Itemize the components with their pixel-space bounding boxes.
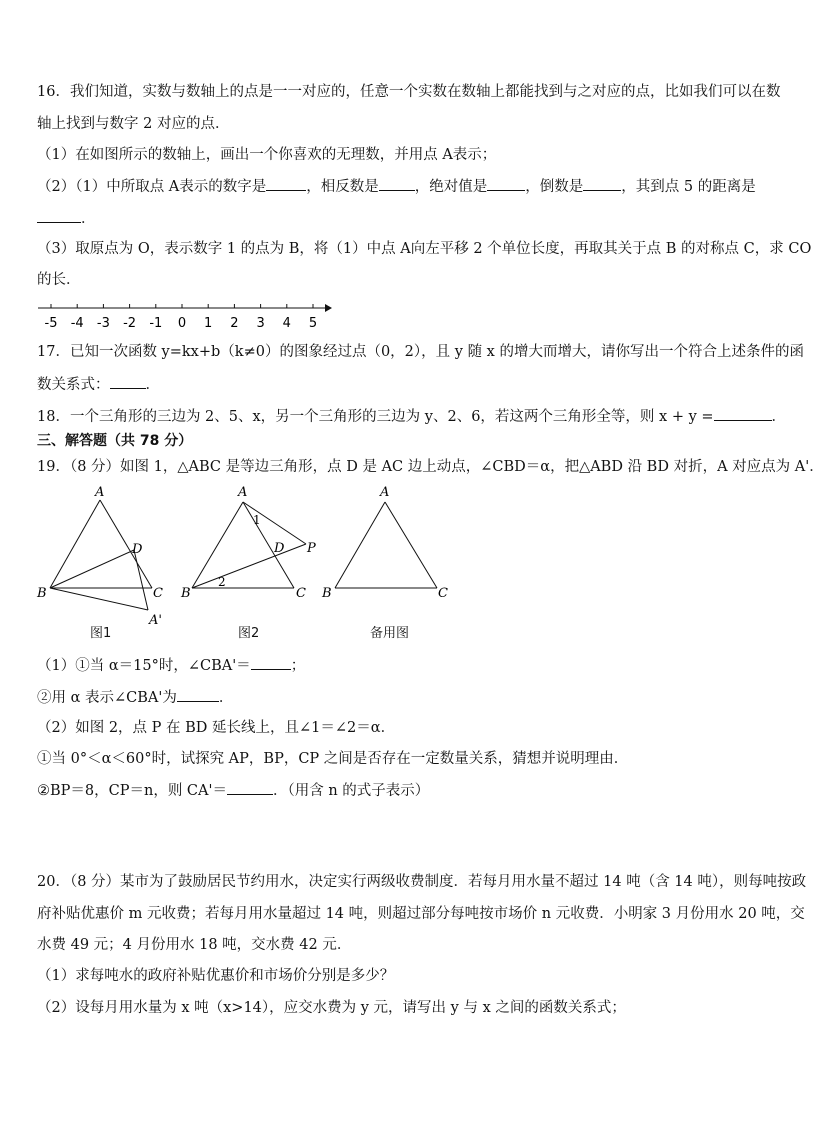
angle-2-label: 2 (218, 575, 226, 589)
q20-part-2: （2）设每月用水量为 x 吨（x>14），应交水费为 y 元，请写出 y 与 x 之间的函数关系式； (37, 1000, 626, 1016)
q19-part-1a (37, 655, 305, 676)
number-line-tick-label: 5 (308, 316, 318, 331)
q16-part-2-e: ，其到点 5 的距离是 (621, 179, 756, 195)
q20-part-1: （1）求每吨水的政府补贴优惠价和市场价分别是多少？ (37, 968, 395, 984)
q20-line-1: 20．（8 分）某市为了鼓励居民节约用水，决定实行两级收费制度．若每月用水量不超过 14 吨（含 14 吨），则每吨按政 (37, 874, 807, 890)
number-line-tick-label: -5 (44, 316, 58, 331)
q16-part-1: （1）在如图所示的数轴上，画出一个你喜欢的无理数，并用点 A表示； (37, 147, 497, 163)
label-B: B (181, 586, 191, 601)
answer-blank (487, 176, 525, 191)
number-line (30, 296, 340, 332)
answer-blank (379, 176, 415, 191)
caption-backup-figure: 备用图 (370, 626, 410, 641)
q18-line-1 (37, 406, 786, 427)
number-line-tick-label: 2 (230, 316, 239, 331)
number-line-tick-label: 1 (204, 316, 213, 331)
answer-blank (227, 780, 273, 795)
q16-part-3-end: 的长． (37, 272, 81, 288)
q20-line-2: 府补贴优惠价 m 元收费；若每月用水量超过 14 吨，则超过部分每吨按市场价 n 元收费．小明家 3 月份用水 20 吨，交 (37, 906, 805, 922)
q16-part-2 (37, 176, 756, 197)
label-C: C (296, 586, 306, 601)
q19-part-1b-end: ． (218, 690, 234, 706)
q17-line-2 (37, 374, 160, 395)
q19-part-2b (37, 780, 429, 801)
answer-blank (714, 406, 772, 421)
q17-line-2-a: 数关系式： (37, 377, 110, 393)
label-D: D (274, 541, 285, 556)
caption-figure-2: 图2 (238, 626, 260, 641)
backup-figure (335, 502, 437, 588)
number-line-tick-label: 3 (256, 316, 265, 331)
label-C: C (153, 586, 163, 601)
answer-blank (177, 687, 219, 702)
q19-line-1: 19．（8 分）如图 1，△ABC 是等边三角形，点 D 是 AC 边上动点，∠CBD＝α，把△ABD 沿 BD 对折，A 对应点为 A'． (37, 459, 824, 475)
number-line-tick-label: -4 (70, 316, 84, 331)
q16-part-2-b: ，相反数是 (306, 179, 379, 195)
q18-end: ． (771, 409, 787, 425)
q16-line-1: 16．我们知道，实数与数轴上的点是一一对应的，任意一个实数在数轴上都能找到与之对应的点，比如我们可以在数 (37, 84, 781, 100)
label-B: B (37, 586, 47, 601)
q17-line-1: 17．已知一次函数 y=kx+b（k≠0）的图象经过点（0，2），且 y 随 x 的增大而增大，请你写出一个符合上述条件的函 (37, 344, 804, 360)
number-line-tick-label: -3 (96, 316, 110, 331)
q19-figures (30, 482, 460, 628)
q16-part-2-end: ． (81, 211, 96, 227)
answer-blank (110, 374, 146, 389)
q19-part-2b-end: ．（用含 n 的式子表示） (273, 783, 430, 799)
label-P: P (307, 541, 316, 556)
label-D: D (132, 542, 143, 557)
number-line-tick-label: 0 (177, 316, 187, 331)
label-A-prime: A' (149, 613, 162, 628)
number-line-tick-label: -2 (123, 316, 137, 331)
q16-part-2-d: ，倒数是 (525, 179, 584, 195)
q16-line-2: 轴上找到与数字 2 对应的点． (37, 116, 230, 132)
q19-part-2: （2）如图 2，点 P 在 BD 延长线上，且∠1＝∠2＝α． (37, 720, 396, 736)
q16-part-3: （3）取原点为 O，表示数字 1 的点为 B，将（1）中点 A向左平移 2 个单位长度，再取其关于点 B 的对称点 C，求 CO (37, 241, 812, 257)
answer-blank (37, 208, 81, 223)
q20-line-3: 水费 49 元；4 月份用水 18 吨，交水费 42 元． (37, 937, 352, 953)
answer-blank (251, 655, 291, 670)
arrow-right-icon (325, 304, 332, 312)
q17-line-2-end: ． (145, 377, 160, 393)
q16-part-2-continued (37, 208, 96, 229)
label-C: C (438, 586, 448, 601)
angle-1-label: 1 (253, 513, 261, 527)
q19-part-1b-text: ②用 α 表示∠CBA'为 (37, 690, 177, 706)
q19-part-2b-text: ②BP＝8，CP＝n，则 CA'＝ (37, 783, 227, 799)
q19-part-1a-end: ； (290, 658, 306, 674)
answer-blank (583, 176, 621, 191)
label-A: A (380, 485, 390, 500)
label-B: B (322, 586, 332, 601)
caption-figure-1: 图1 (90, 626, 112, 641)
label-A: A (95, 485, 105, 500)
q18-text: 18．一个三角形的三边为 2、5、x，另一个三角形的三边为 y、2、6，若这两个三角形全等，则 x + y = (37, 409, 714, 425)
q19-part-2a: ①当 0°＜α＜60°时，试探究 AP，BP，CP 之间是否存在一定数量关系，猜想并说明理由． (37, 751, 629, 767)
q19-part-1b (37, 687, 233, 708)
q16-part-2-a: （2）（1）中所取点 A表示的数字是 (37, 179, 267, 195)
q19-part-1a-text: （1）①当 α＝15°时，∠CBA'＝ (37, 658, 251, 674)
number-line-tick-label: -1 (149, 316, 163, 331)
number-line-tick-label: 4 (282, 316, 291, 331)
q16-part-2-c: ，绝对值是 (414, 179, 488, 195)
section-heading: 三、解答题（共 78 分） (37, 433, 193, 449)
figure-2 (192, 502, 306, 588)
answer-blank (266, 176, 306, 191)
label-A: A (238, 485, 248, 500)
